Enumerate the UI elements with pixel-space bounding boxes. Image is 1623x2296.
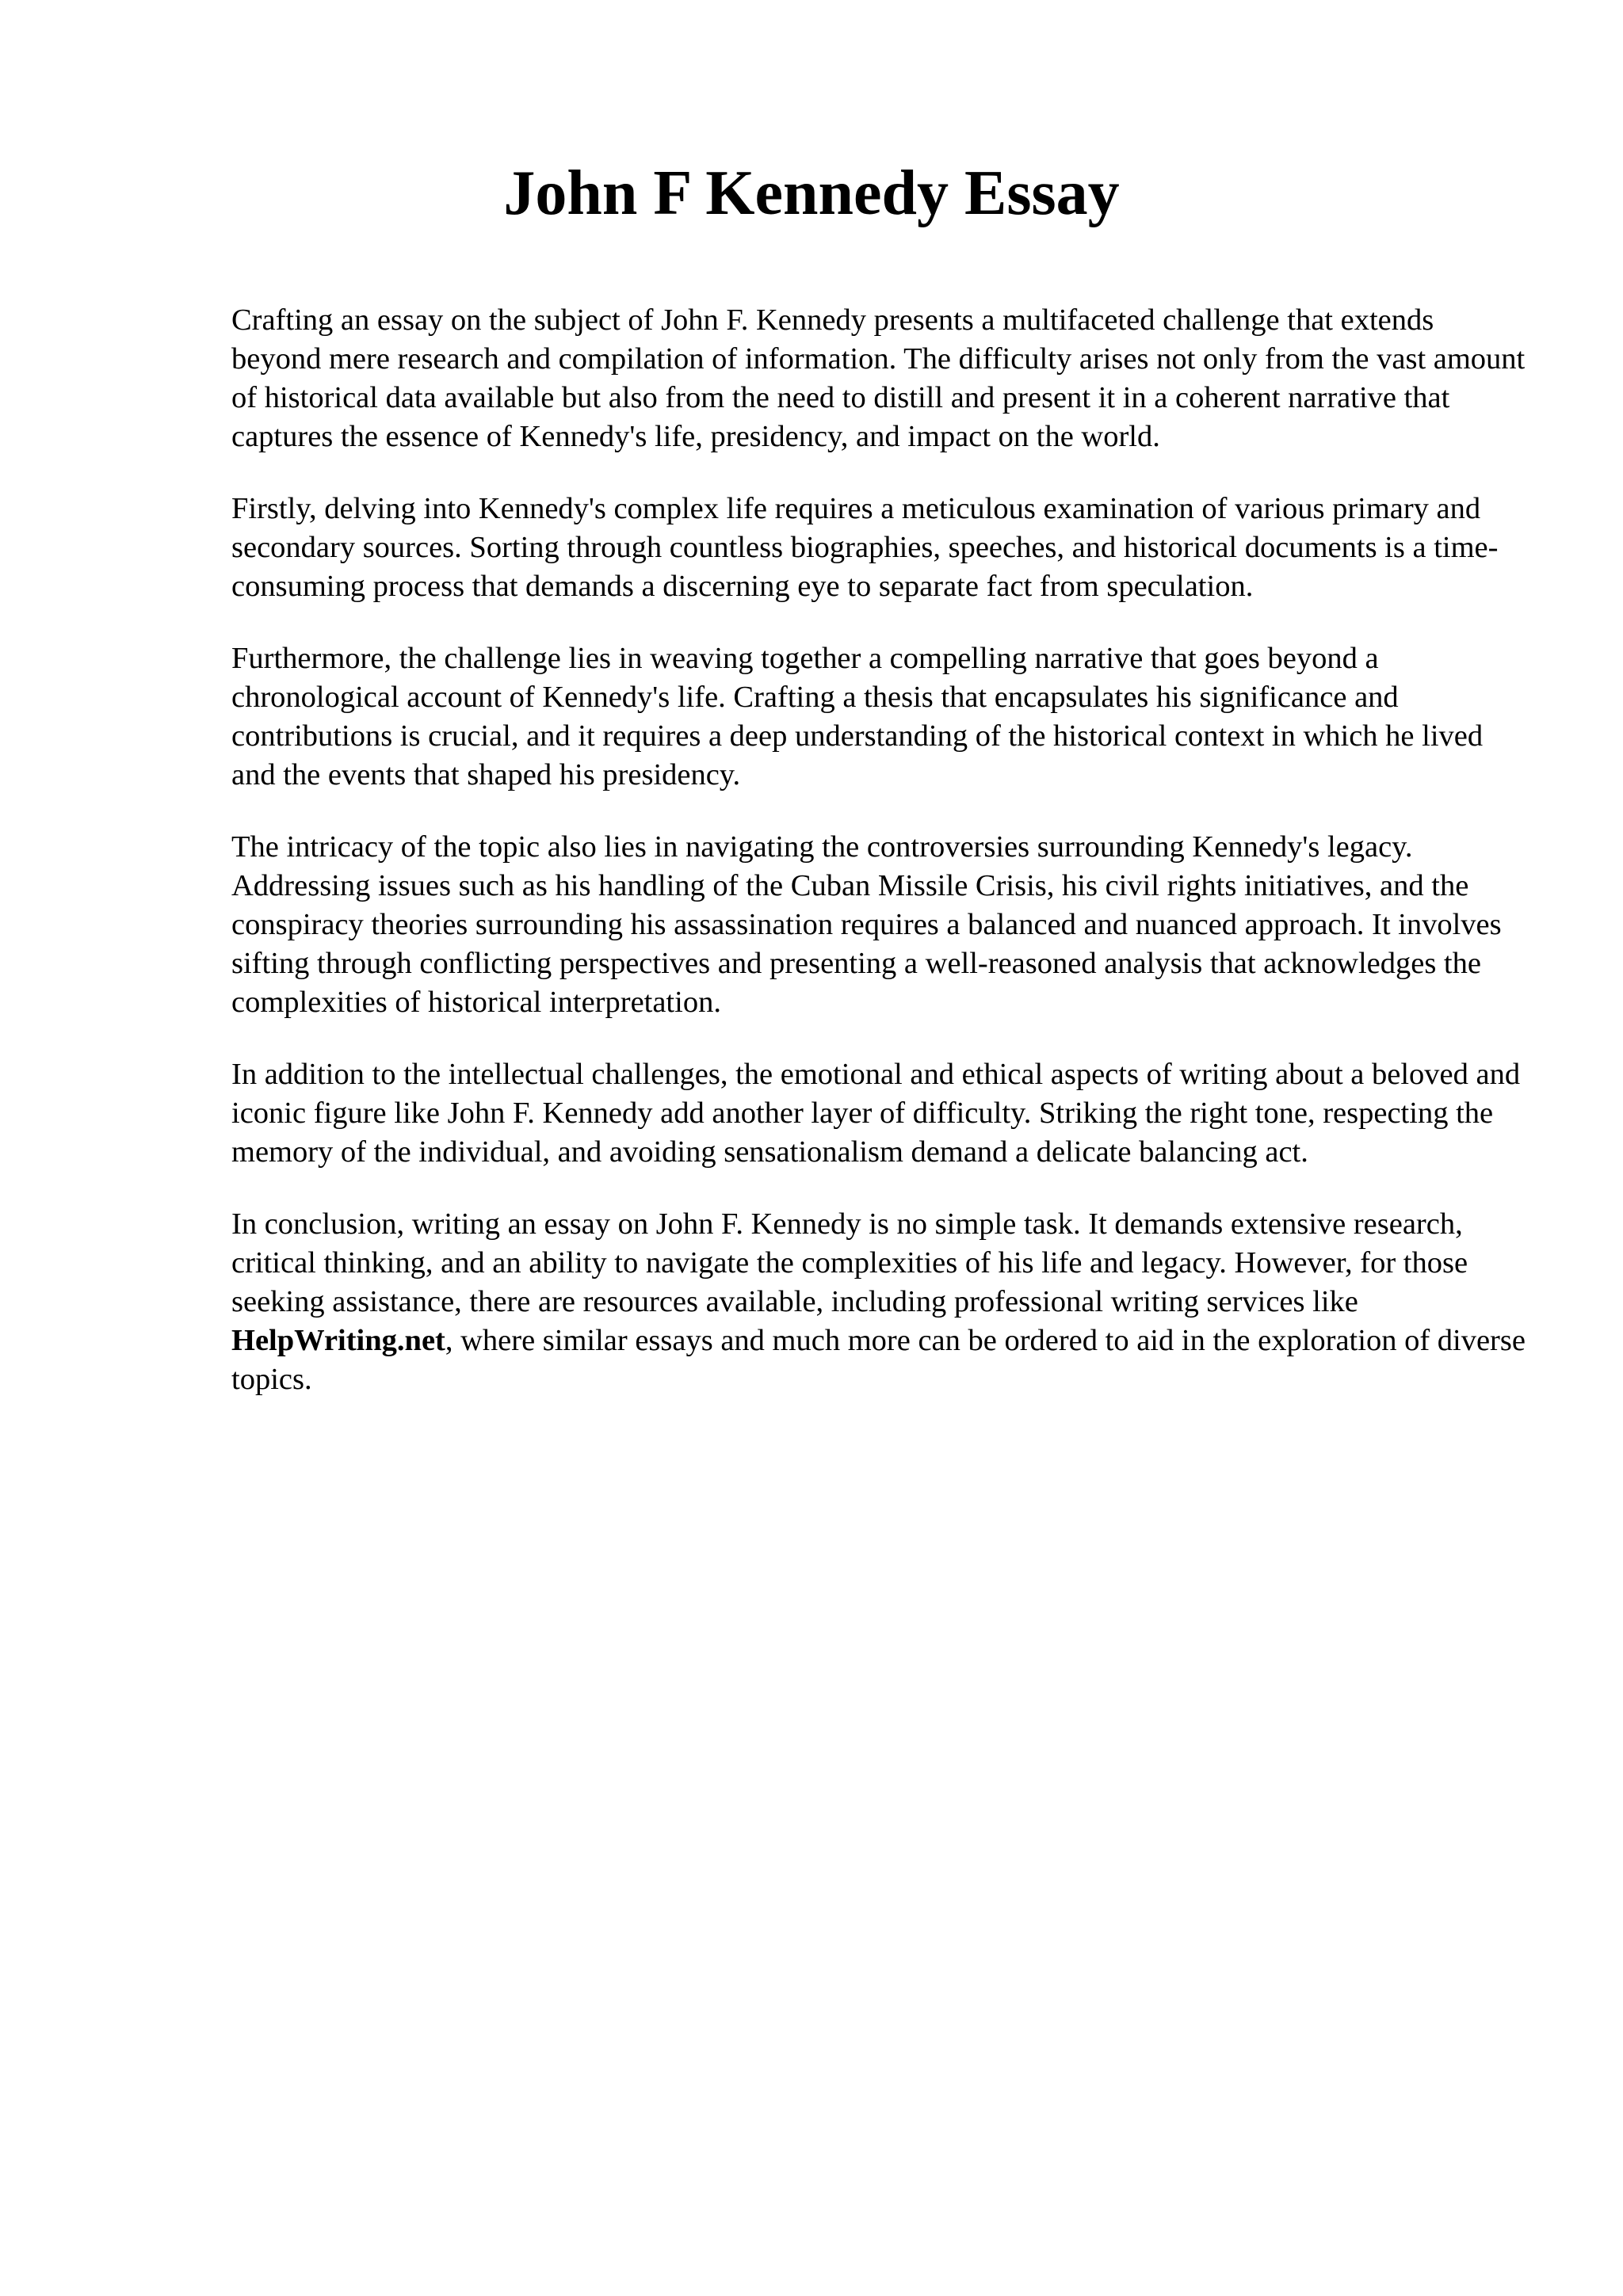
paragraph-narrative: Furthermore, the challenge lies in weaving together a compelling narrative that goes beyond a chronological account of Kennedy's life. Crafting a thesis that encapsulates his significance and contributions is crucial, and it requires a deep understanding of the historical context in which he lived and the events that shaped his presidency. bbox=[231, 642, 1484, 791]
essay-body bbox=[231, 301, 1531, 1432]
conclusion-text-before: In conclusion, writing an essay on John F. Kennedy is no simple task. It demands extensive research, critical thinking, and an ability to navigate the complexities of his life and legacy. However, for those seeking assistance, there are resources available, including professional writing services like bbox=[231, 1207, 1468, 1318]
paragraph-sources: Firstly, delving into Kennedy's complex life requires a meticulous examination of various primary and secondary sources. Sorting through countless biographies, speeches, and historical documents is a time-consuming process that demands a discerning eye to separate fact from speculation. bbox=[231, 492, 1499, 603]
helpwriting-brand-link[interactable]: HelpWriting.net bbox=[231, 1324, 445, 1357]
paragraph-controversies: The intricacy of the topic also lies in navigating the controversies surrounding Kennedy's legacy. Addressing issues such as his handling of the Cuban Missile Crisis, his civil rights initiatives, and the conspiracy theories surrounding his assassination requires a balanced and nuanced approach. It involves sifting through conflicting perspectives and presenting a well-reasoned analysis that acknowledges the complexities of historical interpretation. bbox=[231, 830, 1502, 1019]
page-title: John F Kennedy Essay bbox=[503, 158, 1120, 228]
paragraph-ethics: In addition to the intellectual challenges, the emotional and ethical aspects of writing about a beloved and iconic figure like John F. Kennedy add another layer of difficulty. Striking the right tone, respecting the memory of the individual, and avoiding sensationalism demand a delicate balancing act. bbox=[231, 1058, 1521, 1169]
conclusion-text-after: , where similar essays and much more can be ordered to aid in the exploration of diverse topics. bbox=[231, 1324, 1526, 1396]
paragraph-conclusion bbox=[231, 1205, 1531, 1399]
paragraph-intro: Crafting an essay on the subject of John F. Kennedy presents a multifaceted challenge that extends beyond mere research and compilation of information. The difficulty arises not only from the vast amount of historical data available but also from the need to distill and present it in a coherent narrative that captures the essence of Kennedy's life, presidency, and impact on the world. bbox=[231, 303, 1526, 453]
